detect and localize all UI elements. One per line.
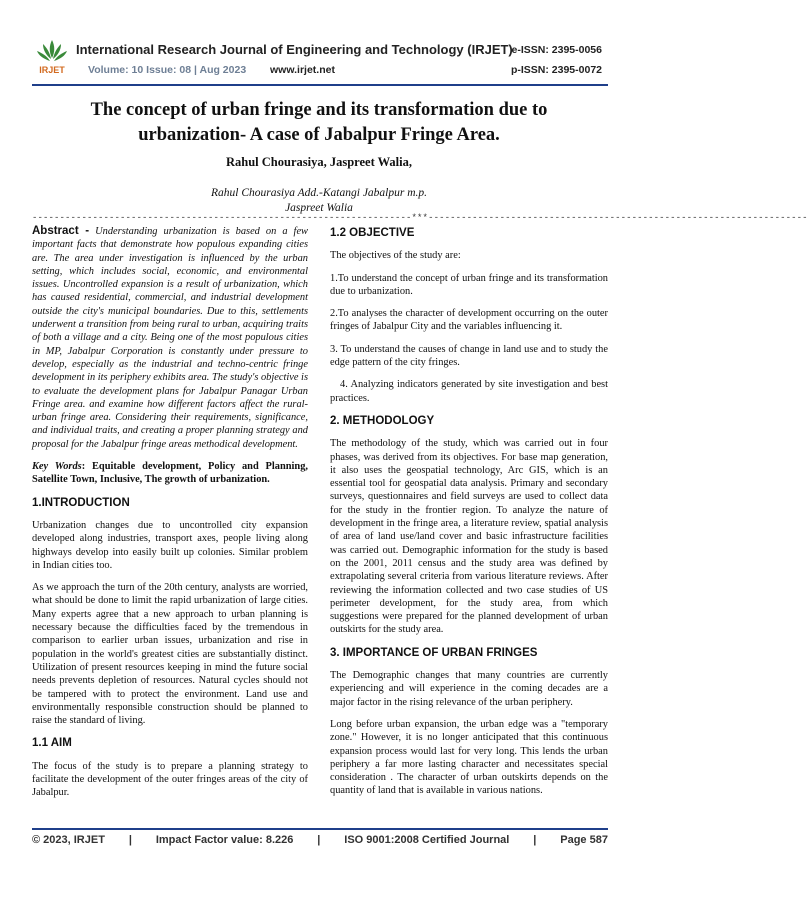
heading-aim: 1.1 AIM	[32, 737, 72, 750]
methodology-paragraph: The methodology of the study, which was carried out in four phases, was derived from its objectives. For base map generation, it also uses the geospatial technology, Arc GIS, which is an essential tool for geospatial data analysis. Primary and secondary surveys, questionnaires and field surveys are used to collect data for the study in the frontier region. To analyze the nature of development in the fringe area, a literature review, spatial analysis of area of land use/land cover and basic infrastructure facilities was carried out. Demographic information for the study is based on the 2001, 2011 census and the study area was defined by extrapolating several criteria from various literature reviews. After reviewing the information collected and two case studies of US perimeter development, for the study area, from which suggestions were prepared for the planned development of urban outskirts for the study area.	[330, 438, 608, 636]
irjet-logo-icon	[35, 38, 69, 80]
section-separator: ---------------------------------------------------------------------***---------------------------------------------------------------------	[32, 213, 808, 223]
journal-name: International Research Journal of Engineering and Technology (IRJET)	[76, 42, 513, 57]
journal-header	[30, 38, 608, 82]
affiliation-1: Rahul Chourasiya Add.-Katangi Jabalpur m.p.	[210, 187, 428, 199]
right-column	[330, 225, 608, 807]
importance-paragraph-1: The Demographic changes that many countries are currently experiencing and will experience in the coming decades are a major factor in the rising relevance of the urban periphery.	[330, 670, 608, 708]
footer-divider: |	[317, 834, 321, 846]
footer-iso: ISO 9001:2008 Certified Journal	[344, 834, 510, 846]
volume-issue: Volume: 10 Issue: 08 | Aug 2023	[88, 64, 247, 76]
abstract-text: Understanding urbanization is based on a few important facts that demonstrate how populous expanding cities are. The area under investigation is influenced by the urban setting, which includes social, economic, and environmental issues. Uncontrolled expansion is a result of urbanization, which has caused residential, commercial, and industrial development outside the city's municipal boundaries. Due to this, settlements underwent a transition from being rural to urban, acquiring traits of both a village and a city. Being one of the most populous cities in MP, Jabalpur Corporation is constantly under pressure to develop, especially as the industrial and techno-centric fringe development in its periphery exhibits area. The study's objective is to evaluate the development plans for Jabalpur Panagar Urban Fringe area. and examine how different factors affect the rural-urban fringe area. Considering their requirements, significance, and individual traits, and creating a proper planning strategy and proposal for the Jabalpur fringe areas methodical development.	[32, 226, 308, 450]
footer-rule	[32, 828, 608, 830]
affiliations	[40, 186, 598, 216]
abstract-label: Abstract -	[32, 225, 90, 237]
objective-1: 1.To understand the concept of urban fringe and its transformation due to urbanization.	[330, 272, 608, 297]
logo-text: IRJET	[39, 65, 65, 75]
footer-divider: |	[128, 834, 132, 846]
heading-importance: 3. IMPORTANCE OF URBAN FRINGES	[330, 646, 538, 659]
keywords-label: Key Words	[32, 461, 82, 473]
objective-3: 3. To understand the causes of change in land use and to study the edge pattern of the city fringes.	[330, 343, 608, 369]
heading-introduction: 1.INTRODUCTION	[32, 496, 130, 509]
footer-impact-factor: Impact Factor value: 8.226	[155, 834, 294, 846]
paper-title: The concept of urban fringe and its transformation due to urbanization- A case of Jabalpur Fringe Area.	[90, 100, 548, 145]
affiliation-2: Jaspreet Walia	[285, 202, 353, 214]
footer-page-number: Page 587	[560, 834, 608, 846]
authors: Rahul Chourasiya, Jaspreet Walia,	[225, 155, 413, 169]
objective-2: 2.To analyses the character of development occurring on the outer fringes of Jabalpur City and the variables influencing it.	[330, 308, 608, 333]
abstract	[32, 225, 308, 451]
header-rule	[32, 84, 608, 86]
left-column	[32, 225, 308, 809]
heading-methodology: 2. METHODOLOGY	[330, 414, 435, 427]
aim-paragraph: The focus of the study is to prepare a planning strategy to facilitate the development of the outer fringes areas of the city of Jabalpur.	[32, 760, 308, 799]
page-footer	[32, 834, 608, 846]
objective-intro: The objectives of the study are:	[330, 250, 461, 262]
heading-objective: 1.2 OBJECTIVE	[330, 227, 415, 239]
importance-paragraph-2: Long before urban expansion, the urban edge was a "temporary zone." However, it is no longer anticipated that this continuous expansion process would last for very long. This lends the urban periphery a far more lasting character and necessitates special consideration . The character of urban outskirts depends on the quantity of land that is available in various nations.	[330, 718, 608, 797]
intro-paragraph-1: Urbanization changes due to uncontrolled city expansion developed along industries, transport axes, people living along highways develop into easily built up colonies. Similar problem in Indian cities too.	[32, 519, 308, 571]
keywords	[32, 460, 308, 487]
intro-paragraph-2: As we approach the turn of the 20th century, analysts are worried, what should be done to limit the rapid urbanization of large cities. Many experts agree that a new approach to urban planning is necessary because the difficulties faced by the tremendous in comparison to earlier urban issues, urbanization and rise in population in the world's greatest cities are substantially distinct. Utilization of present resources keeping in mind the future social needs prevents depletion of resources. Natural cycles should not be tampered with to protect the environment. Land use and environmentally responsible construction should be planned to raise the standard of living.	[32, 582, 308, 727]
keywords-text: : Equitable development, Policy and Planning, Satellite Town, Inclusive, The growth of urbanization.	[32, 461, 308, 486]
footer-copyright: © 2023, IRJET	[32, 834, 105, 846]
journal-website[interactable]: www.irjet.net	[270, 64, 335, 76]
pissn: p-ISSN: 2395-0072	[510, 64, 602, 76]
eissn: e-ISSN: 2395-0056	[511, 44, 602, 56]
objective-4: 4. Analyzing indicators generated by site investigation and best practices.	[330, 379, 608, 404]
footer-divider: |	[533, 834, 537, 846]
